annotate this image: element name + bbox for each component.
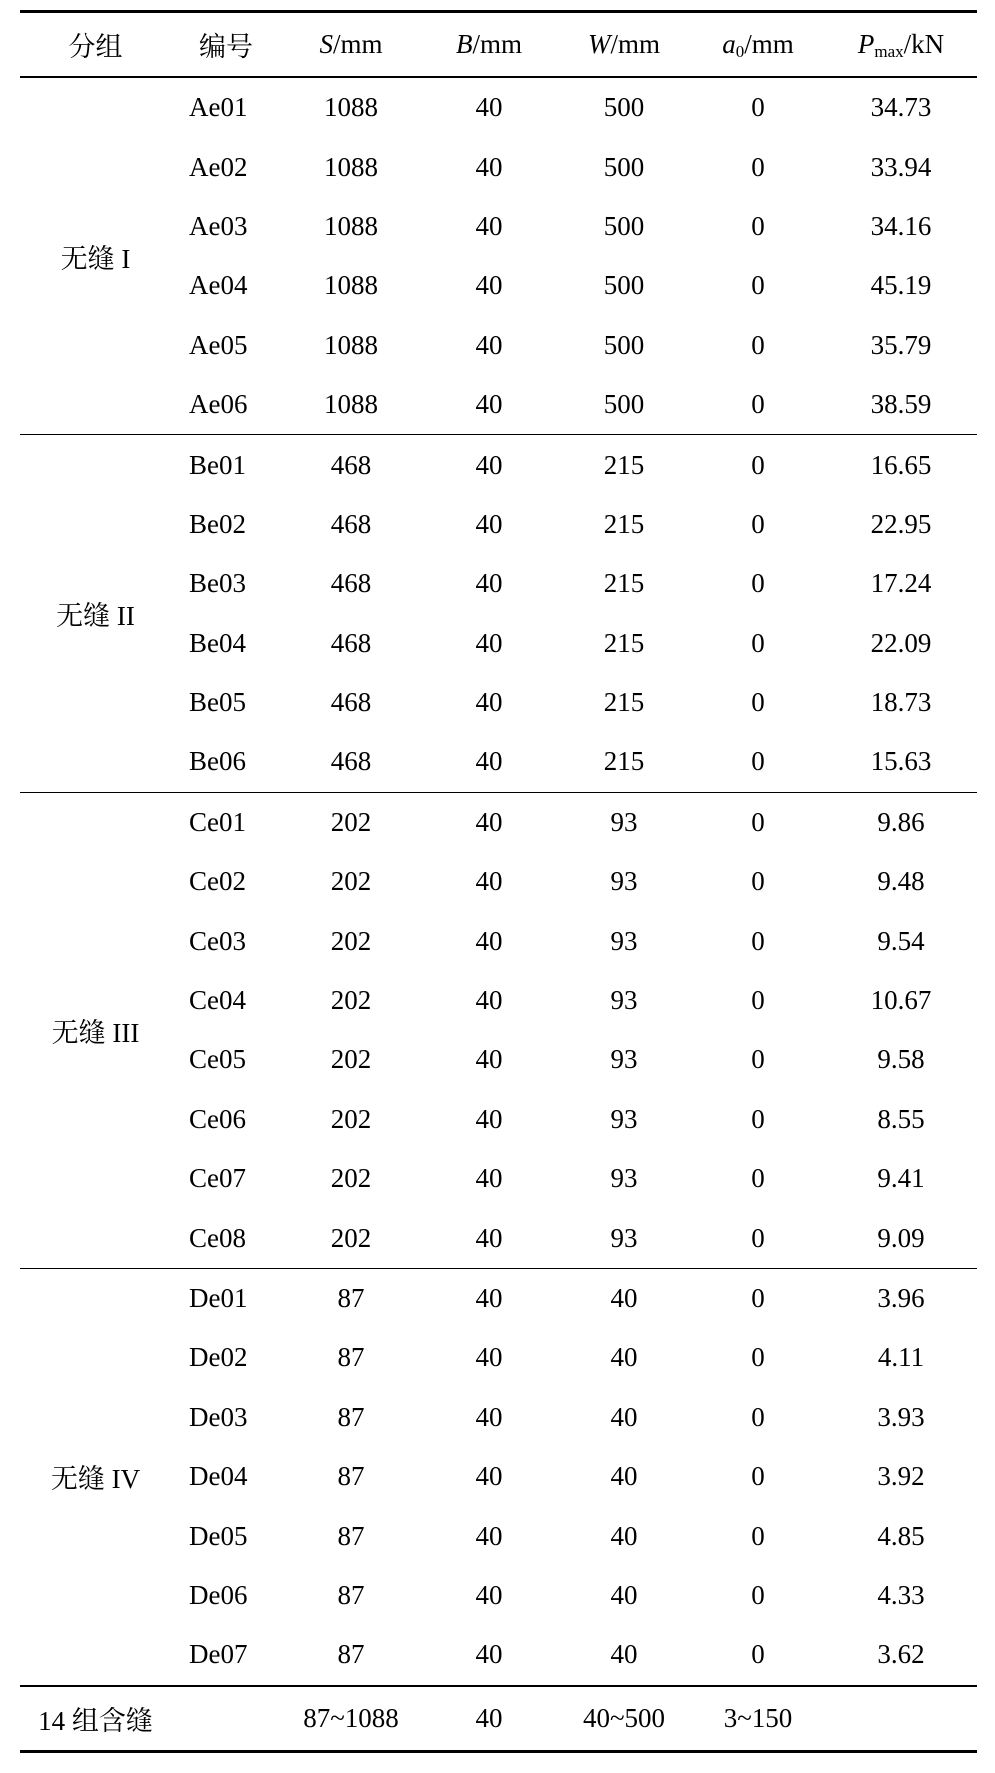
specimen-id: Ce01 bbox=[189, 806, 246, 837]
header-id bbox=[171, 12, 281, 78]
notch-value: 0 bbox=[751, 1520, 765, 1551]
header-peak-load-unit: /kN bbox=[903, 29, 945, 59]
footer-thickness: 40 bbox=[475, 1702, 503, 1733]
notch-value: 0 bbox=[751, 449, 765, 480]
width-value: 215 bbox=[557, 732, 691, 792]
thickness-value: 40 bbox=[421, 1208, 557, 1268]
table-row bbox=[20, 435, 977, 495]
peak-load-value: 45.19 bbox=[870, 270, 932, 301]
specimen-id: Ce08 bbox=[171, 1208, 281, 1268]
peak-load-value: 9.09 bbox=[825, 1208, 977, 1268]
width-value: 215 bbox=[603, 627, 645, 658]
peak-load-value: 4.33 bbox=[877, 1579, 925, 1610]
header-thickness-unit: /mm bbox=[472, 29, 522, 59]
peak-load-value: 9.58 bbox=[877, 1044, 925, 1075]
width-value: 215 bbox=[603, 568, 645, 599]
thickness-value: 40 bbox=[475, 1342, 503, 1373]
notch-value: 0 bbox=[751, 1401, 765, 1432]
specimen-id: Be05 bbox=[189, 687, 246, 718]
thickness-value: 40 bbox=[421, 375, 557, 435]
notch-value: 0 bbox=[751, 1342, 765, 1373]
peak-load-value: 9.54 bbox=[877, 925, 925, 956]
header-id-label: 编号 bbox=[199, 32, 253, 62]
notch-value: 0 bbox=[691, 375, 825, 435]
notch-value: 0 bbox=[751, 1579, 765, 1610]
specimen-id: Ce03 bbox=[189, 925, 246, 956]
span-value: 468 bbox=[330, 568, 372, 599]
header-width-symbol: W bbox=[587, 29, 611, 59]
span-value: 202 bbox=[330, 985, 372, 1016]
width-value: 93 bbox=[610, 1103, 638, 1134]
span-value: 1088 bbox=[324, 329, 378, 360]
table-row bbox=[20, 1268, 977, 1328]
notch-value: 0 bbox=[751, 508, 765, 539]
notch-value: 0 bbox=[751, 1461, 765, 1492]
span-value: 87 bbox=[337, 1283, 365, 1313]
specimen-id: Be02 bbox=[189, 508, 246, 539]
thickness-value: 40 bbox=[421, 732, 557, 792]
header-notch-subscript: 0 bbox=[735, 42, 745, 61]
notch-value: 0 bbox=[691, 1625, 825, 1685]
specimen-table bbox=[20, 10, 977, 1753]
header-thickness-symbol: B bbox=[455, 29, 473, 59]
notch-value: 0 bbox=[751, 687, 765, 718]
table-row bbox=[20, 77, 977, 137]
specimen-id: Be06 bbox=[171, 732, 281, 792]
span-value: 202 bbox=[330, 925, 372, 956]
width-value: 40 bbox=[610, 1520, 638, 1551]
specimen-id: De07 bbox=[171, 1625, 281, 1685]
footer-span: 87~1088 bbox=[303, 1702, 399, 1733]
width-value: 40 bbox=[557, 1625, 691, 1685]
specimen-id: Ce07 bbox=[189, 1163, 246, 1194]
peak-load-value: 3.92 bbox=[877, 1461, 925, 1492]
footer-notch: 3~150 bbox=[723, 1702, 793, 1733]
thickness-value: 40 bbox=[421, 1625, 557, 1685]
thickness-value: 40 bbox=[475, 1163, 503, 1194]
span-value: 87 bbox=[337, 1342, 365, 1373]
specimen-id: Ce02 bbox=[189, 866, 246, 897]
span-value: 202 bbox=[330, 866, 372, 897]
thickness-value: 40 bbox=[475, 925, 503, 956]
peak-load-value: 17.24 bbox=[870, 568, 932, 599]
thickness-value: 40 bbox=[475, 92, 503, 123]
header-thickness bbox=[421, 12, 557, 78]
notch-value: 0 bbox=[751, 627, 765, 658]
notch-value: 0 bbox=[751, 270, 765, 301]
notch-value: 0 bbox=[751, 210, 765, 241]
thickness-value: 40 bbox=[475, 1103, 503, 1134]
table-header bbox=[20, 12, 977, 78]
span-value: 202 bbox=[330, 806, 372, 837]
width-value: 93 bbox=[610, 985, 638, 1016]
group-label: 无缝 IV bbox=[20, 1268, 171, 1685]
thickness-value: 40 bbox=[475, 1401, 503, 1432]
header-span-unit: /mm bbox=[332, 29, 383, 59]
width-value: 40 bbox=[610, 1579, 638, 1610]
peak-load-value: 22.95 bbox=[870, 508, 932, 539]
notch-value: 0 bbox=[751, 985, 765, 1016]
span-value: 87 bbox=[337, 1401, 365, 1432]
peak-load-value: 9.86 bbox=[877, 806, 925, 837]
width-value: 93 bbox=[610, 1044, 638, 1075]
width-value: 500 bbox=[603, 329, 645, 360]
peak-load-value: 4.85 bbox=[877, 1520, 925, 1551]
header-peak-load-symbol: P bbox=[857, 29, 875, 59]
thickness-value: 40 bbox=[475, 687, 503, 718]
notch-value: 0 bbox=[751, 806, 765, 837]
group-label: 无缝 III bbox=[20, 792, 171, 1268]
specimen-id: Be03 bbox=[189, 568, 246, 599]
peak-load-value: 22.09 bbox=[870, 627, 932, 658]
peak-load-value: 3.96 bbox=[877, 1283, 925, 1313]
header-span-symbol: S bbox=[319, 29, 333, 59]
specimen-id: Ae02 bbox=[189, 151, 248, 182]
notch-value: 0 bbox=[751, 1163, 765, 1194]
thickness-value: 40 bbox=[475, 449, 503, 480]
peak-load-value: 34.73 bbox=[870, 92, 932, 123]
notch-value: 0 bbox=[691, 1208, 825, 1268]
specimen-id: De02 bbox=[189, 1342, 248, 1373]
header-group-label: 分组 bbox=[68, 32, 123, 62]
thickness-value: 40 bbox=[475, 866, 503, 897]
peak-load-value: 16.65 bbox=[870, 449, 932, 480]
width-value: 500 bbox=[603, 270, 645, 301]
header-notch-unit: /mm bbox=[744, 29, 794, 59]
notch-value: 0 bbox=[751, 1044, 765, 1075]
header-width bbox=[557, 12, 691, 78]
span-value: 468 bbox=[281, 732, 421, 792]
peak-load-value: 35.79 bbox=[870, 329, 932, 360]
span-value: 87 bbox=[337, 1461, 365, 1492]
peak-load-value: 9.41 bbox=[877, 1163, 925, 1194]
peak-load-value: 34.16 bbox=[870, 210, 932, 241]
span-value: 468 bbox=[330, 627, 372, 658]
thickness-value: 40 bbox=[475, 1044, 503, 1075]
thickness-value: 40 bbox=[475, 806, 503, 837]
notch-value: 0 bbox=[691, 732, 825, 792]
peak-load-value: 38.59 bbox=[825, 375, 977, 435]
peak-load-value: 18.73 bbox=[870, 687, 932, 718]
width-value: 93 bbox=[610, 866, 638, 897]
span-value: 1088 bbox=[324, 151, 378, 182]
specimen-id: Ce05 bbox=[189, 1044, 246, 1075]
peak-load-value: 15.63 bbox=[825, 732, 977, 792]
specimen-id: Be04 bbox=[189, 627, 246, 658]
peak-load-value: 8.55 bbox=[877, 1103, 925, 1134]
peak-load-value: 9.48 bbox=[877, 866, 925, 897]
width-value: 500 bbox=[603, 151, 645, 182]
notch-value: 0 bbox=[751, 1103, 765, 1134]
span-value: 87 bbox=[337, 1520, 365, 1551]
notch-value: 0 bbox=[751, 866, 765, 897]
header-group bbox=[20, 12, 171, 78]
width-value: 215 bbox=[603, 687, 645, 718]
thickness-value: 40 bbox=[475, 151, 503, 182]
specimen-id: De01 bbox=[189, 1283, 248, 1313]
span-value: 1088 bbox=[324, 92, 378, 123]
span-value: 202 bbox=[330, 1103, 372, 1134]
specimen-id: Ce06 bbox=[189, 1103, 246, 1134]
thickness-value: 40 bbox=[475, 329, 503, 360]
width-value: 93 bbox=[610, 806, 638, 837]
notch-value: 0 bbox=[751, 1283, 765, 1313]
specimen-id: Ae05 bbox=[189, 329, 248, 360]
specimen-id: De05 bbox=[189, 1520, 248, 1551]
thickness-value: 40 bbox=[475, 1520, 503, 1551]
specimen-id: Ae03 bbox=[189, 210, 248, 241]
header-notch bbox=[691, 12, 825, 78]
header-notch-symbol: a bbox=[722, 29, 736, 59]
specimen-id: De04 bbox=[189, 1461, 248, 1492]
header-peak-load-subscript: max bbox=[874, 42, 904, 61]
header-peak-load bbox=[825, 12, 977, 78]
width-value: 40 bbox=[610, 1401, 638, 1432]
notch-value: 0 bbox=[751, 329, 765, 360]
span-value: 87 bbox=[337, 1579, 365, 1610]
span-value: 468 bbox=[330, 687, 372, 718]
table-footer bbox=[20, 1686, 977, 1752]
span-value: 202 bbox=[281, 1208, 421, 1268]
group-label: 无缝 I bbox=[20, 77, 171, 435]
thickness-value: 40 bbox=[475, 1461, 503, 1492]
footer-id bbox=[171, 1686, 281, 1752]
width-value: 93 bbox=[557, 1208, 691, 1268]
span-value: 468 bbox=[330, 449, 372, 480]
header-span bbox=[281, 12, 421, 78]
width-value: 500 bbox=[557, 375, 691, 435]
width-value: 40 bbox=[610, 1342, 638, 1373]
peak-load-value: 10.67 bbox=[870, 985, 932, 1016]
header-width-unit: /mm bbox=[610, 29, 660, 59]
width-value: 93 bbox=[610, 1163, 638, 1194]
width-value: 215 bbox=[603, 449, 645, 480]
width-value: 500 bbox=[603, 210, 645, 241]
notch-value: 0 bbox=[751, 151, 765, 182]
peak-load-value: 4.11 bbox=[877, 1342, 925, 1373]
footer-width: 40~500 bbox=[582, 1702, 666, 1733]
width-value: 40 bbox=[610, 1283, 638, 1313]
specimen-id: Ae06 bbox=[171, 375, 281, 435]
table-body bbox=[20, 77, 977, 1686]
specimen-id: Ae01 bbox=[189, 92, 248, 123]
specimen-id: De06 bbox=[189, 1579, 248, 1610]
width-value: 93 bbox=[610, 925, 638, 956]
notch-value: 0 bbox=[751, 568, 765, 599]
width-value: 500 bbox=[603, 92, 645, 123]
group-label: 无缝 II bbox=[20, 435, 171, 792]
span-value: 202 bbox=[330, 1163, 372, 1194]
width-value: 215 bbox=[603, 508, 645, 539]
notch-value: 0 bbox=[751, 92, 765, 123]
specimen-id: Ce04 bbox=[189, 985, 246, 1016]
thickness-value: 40 bbox=[475, 627, 503, 658]
thickness-value: 40 bbox=[475, 270, 503, 301]
thickness-value: 40 bbox=[475, 1579, 503, 1610]
specimen-id: De03 bbox=[189, 1401, 248, 1432]
thickness-value: 40 bbox=[475, 210, 503, 241]
thickness-value: 40 bbox=[475, 985, 503, 1016]
thickness-value: 40 bbox=[475, 568, 503, 599]
span-value: 87 bbox=[281, 1625, 421, 1685]
peak-load-value: 33.94 bbox=[870, 151, 932, 182]
width-value: 40 bbox=[610, 1461, 638, 1492]
span-value: 202 bbox=[330, 1044, 372, 1075]
peak-load-value: 3.62 bbox=[825, 1625, 977, 1685]
specimen-id: Ae04 bbox=[189, 270, 248, 301]
header-row bbox=[20, 12, 977, 78]
table-row bbox=[20, 792, 977, 852]
peak-load-value: 3.93 bbox=[877, 1401, 925, 1432]
footer-peak-load bbox=[825, 1686, 977, 1752]
span-value: 1088 bbox=[324, 270, 378, 301]
notch-value: 0 bbox=[751, 925, 765, 956]
footer-group: 14 组含缝 bbox=[38, 1705, 153, 1736]
footer-row bbox=[20, 1686, 977, 1752]
span-value: 1088 bbox=[324, 210, 378, 241]
span-value: 1088 bbox=[281, 375, 421, 435]
thickness-value: 40 bbox=[475, 508, 503, 539]
specimen-id: Be01 bbox=[189, 449, 246, 480]
thickness-value: 40 bbox=[475, 1283, 503, 1313]
span-value: 468 bbox=[330, 508, 372, 539]
